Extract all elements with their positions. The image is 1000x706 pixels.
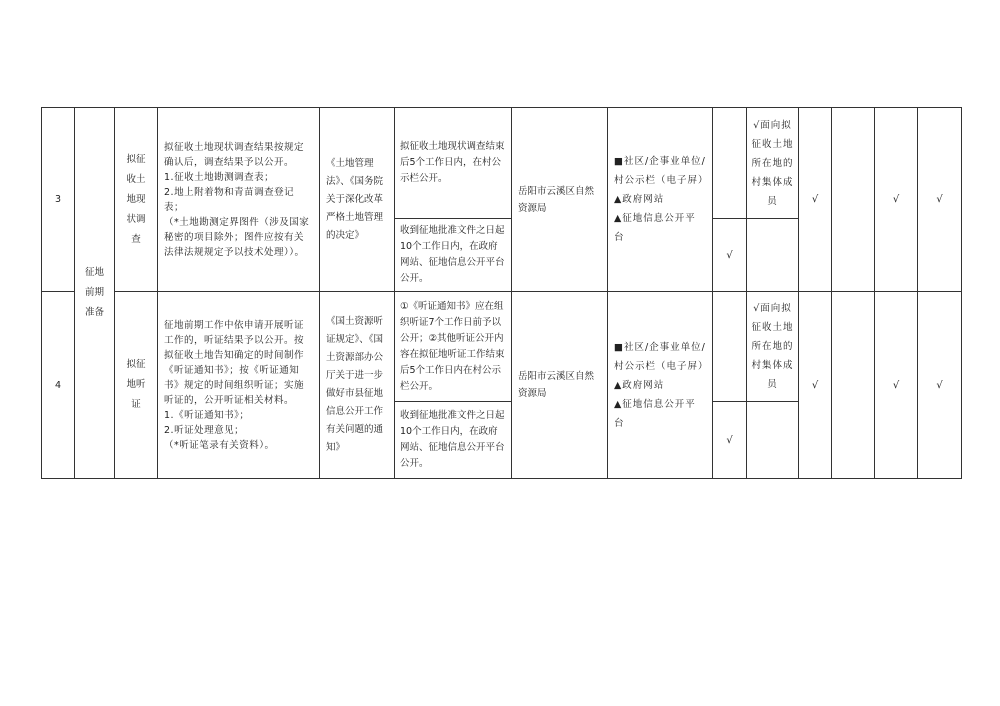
channel-item: ▲征地信息公开平台 [614, 398, 696, 429]
channel-item: ▲政府网站 [614, 194, 665, 205]
check-cell: √ [713, 219, 747, 292]
channel-item: ▲征地信息公开平台 [614, 213, 696, 243]
check-cell: √ [799, 108, 832, 292]
check-cell [747, 402, 799, 479]
check-cell: √ [918, 292, 962, 479]
table-row [42, 292, 962, 402]
content-line: 2.听证处理意见； [164, 424, 245, 436]
scope-specific-cell: √面向拟征收土地所在地的村集体成员 [747, 292, 799, 402]
time-limit-cell: ①《听证通知书》应在组织听证7个工作日前予以公开；②其他听证公开内容在拟征地听证工作结束后5个工作日内在村公示栏公开。 [395, 292, 512, 402]
row-number: 3 [42, 108, 75, 292]
basis-cell: 《国土资源听证规定》、《国土资源部办公厅关于进一步做好市县征地信息公开工作有关问题的通知》 [320, 292, 395, 479]
content-line: （*听证笔录有关资料）。 [164, 439, 275, 451]
channel-cell [608, 292, 713, 479]
time-limit-cell: 收到征地批准文件之日起10个工作日内，在政府网站、征地信息公开平台公开。 [395, 402, 512, 479]
content-line: 1.《听证通知书》； [164, 409, 250, 421]
content-line: 2.地上附着物和青苗调查登记表； [164, 186, 295, 213]
check-cell [747, 219, 799, 292]
channel-item: ▲政府网站 [614, 379, 665, 391]
check-cell [713, 292, 747, 402]
disclosure-table [41, 107, 962, 479]
basis-cell: 《土地管理法》、《国务院关于深化改革严格土地管理的决定》 [320, 108, 395, 292]
scope-specific-cell: √面向拟征收土地所在地的村集体成员 [747, 108, 799, 219]
time-limit-cell: 拟征收土地现状调查结束后5个工作日内，在村公示栏公开。 [395, 108, 512, 219]
content-line: 征地前期工作中依申请开展听证工作的，听证结果予以公开。按拟征收土地告知确定的时间制作《听证通知书》；按《听证通知书》规定的时间组织听证；实施听证的，公开听证相关材料。 [164, 319, 305, 406]
item-name: 拟征收土地现状调查 [115, 108, 158, 292]
check-cell [713, 108, 747, 219]
table-row [42, 108, 962, 219]
time-limit-cell: 收到征地批准文件之日起10个工作日内，在政府网站、征地信息公开平台公开。 [395, 219, 512, 292]
channel-item: ■社区/企事业单位/村公示栏（电子屏） [614, 341, 709, 372]
check-cell: √ [875, 108, 918, 292]
check-cell [832, 292, 875, 479]
content-line: （*土地勘测定界图件（涉及国家秘密的项目除外；图件应按有关法律法规规定予以技术处理））。 [164, 216, 310, 258]
content-line: 拟征收土地现状调查结果按规定确认后，调查结果予以公开。 [164, 141, 305, 168]
content-cell [158, 108, 320, 292]
category-cell: 征地前期准备 [75, 108, 115, 479]
content-cell [158, 292, 320, 479]
subject-cell: 岳阳市云溪区自然资源局 [512, 292, 608, 479]
check-cell: √ [875, 292, 918, 479]
check-cell [832, 108, 875, 292]
channel-cell [608, 108, 713, 292]
check-cell: √ [918, 108, 962, 292]
row-number: 4 [42, 292, 75, 479]
check-cell: √ [799, 292, 832, 479]
channel-item: ■社区/企事业单位/村公示栏（电子屏） [614, 156, 709, 186]
subject-cell: 岳阳市云溪区自然资源局 [512, 108, 608, 292]
item-name: 拟征地听证 [115, 292, 158, 479]
check-cell: √ [713, 402, 747, 479]
content-line: 1.征收土地勘测调查表； [164, 171, 275, 183]
